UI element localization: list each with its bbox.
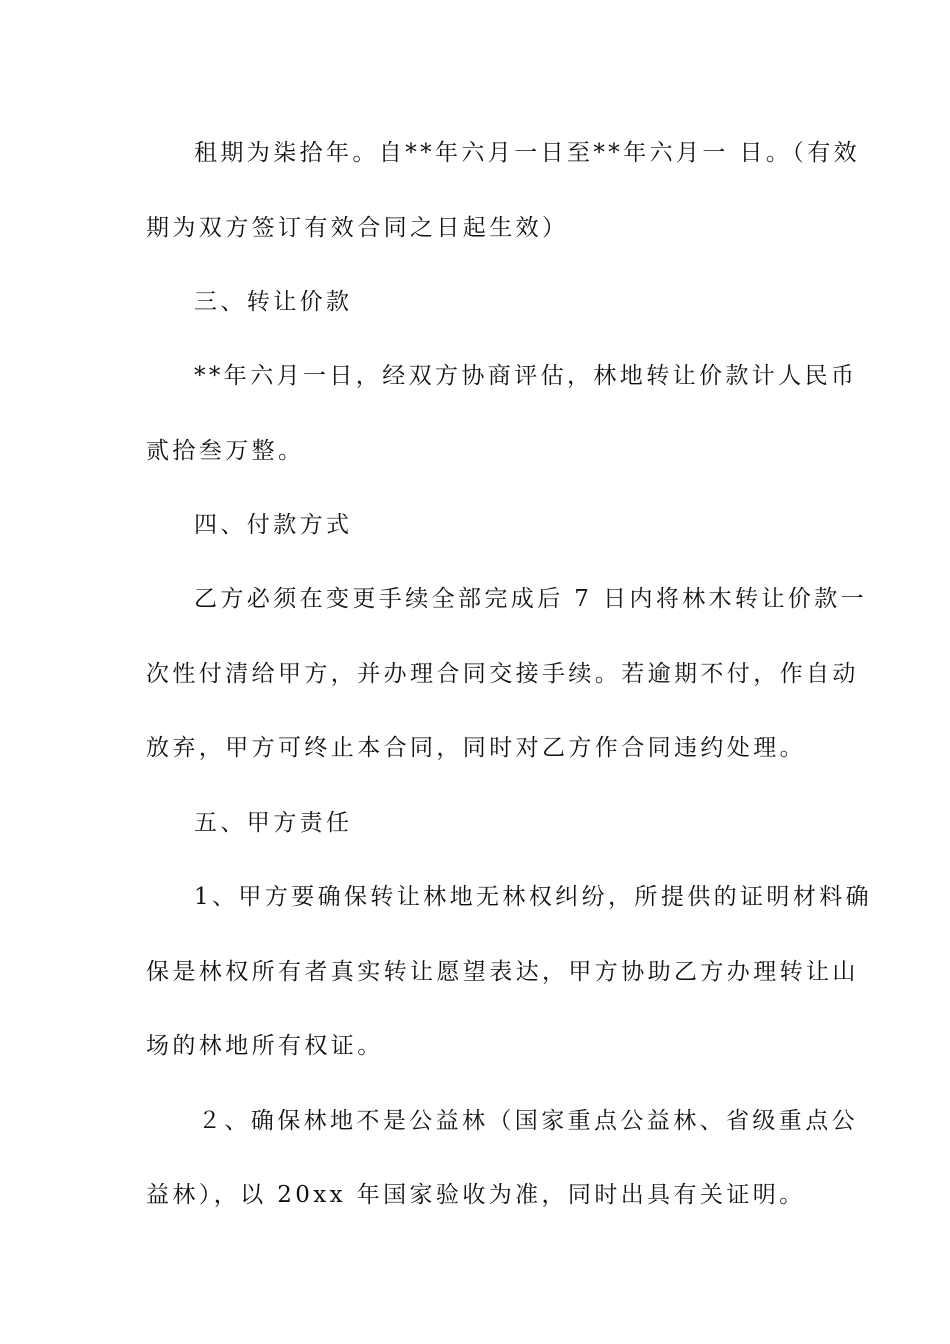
list-item-text: 1、甲方要确保转让林地无林权纠纷，所提供的证明材料确	[194, 884, 873, 910]
body-text-line: 次性付清给甲方，并办理合同交接手续。若逾期不付，作自动	[146, 661, 859, 687]
list-item-text: 保是林权所有者真实转让愿望表达，甲方协助乙方办理转让山	[146, 959, 859, 985]
list-item-text: 益林），以 20xx 年国家验收为准，同时出具有关证明。	[146, 1182, 806, 1208]
body-text-line: 乙方必须在变更手续全部完成后 7 日内将林木转让价款一	[194, 586, 868, 612]
body-text-line: 放弃，甲方可终止本合同，同时对乙方作合同违约处理。	[146, 735, 806, 761]
body-text-line: **年六月一日，经双方协商评估，林地转让价款计人民币	[194, 363, 858, 389]
section-heading-payment-method: 四、付款方式	[194, 512, 353, 538]
body-text-line: 贰拾叁万整。	[146, 438, 305, 464]
section-heading-party-a-duties: 五、甲方责任	[194, 810, 353, 836]
section-heading-transfer-price: 三、转让价款	[194, 289, 353, 315]
list-item-text: ２、确保林地不是公益林（国家重点公益林、省级重点公	[198, 1108, 858, 1134]
body-text-line: 租期为柒拾年。自**年六月一日至**年六月一 日。（有效	[194, 140, 861, 166]
list-item-text: 场的林地所有权证。	[146, 1033, 384, 1059]
body-text-line: 期为双方签订有效合同之日起生效）	[146, 215, 569, 241]
